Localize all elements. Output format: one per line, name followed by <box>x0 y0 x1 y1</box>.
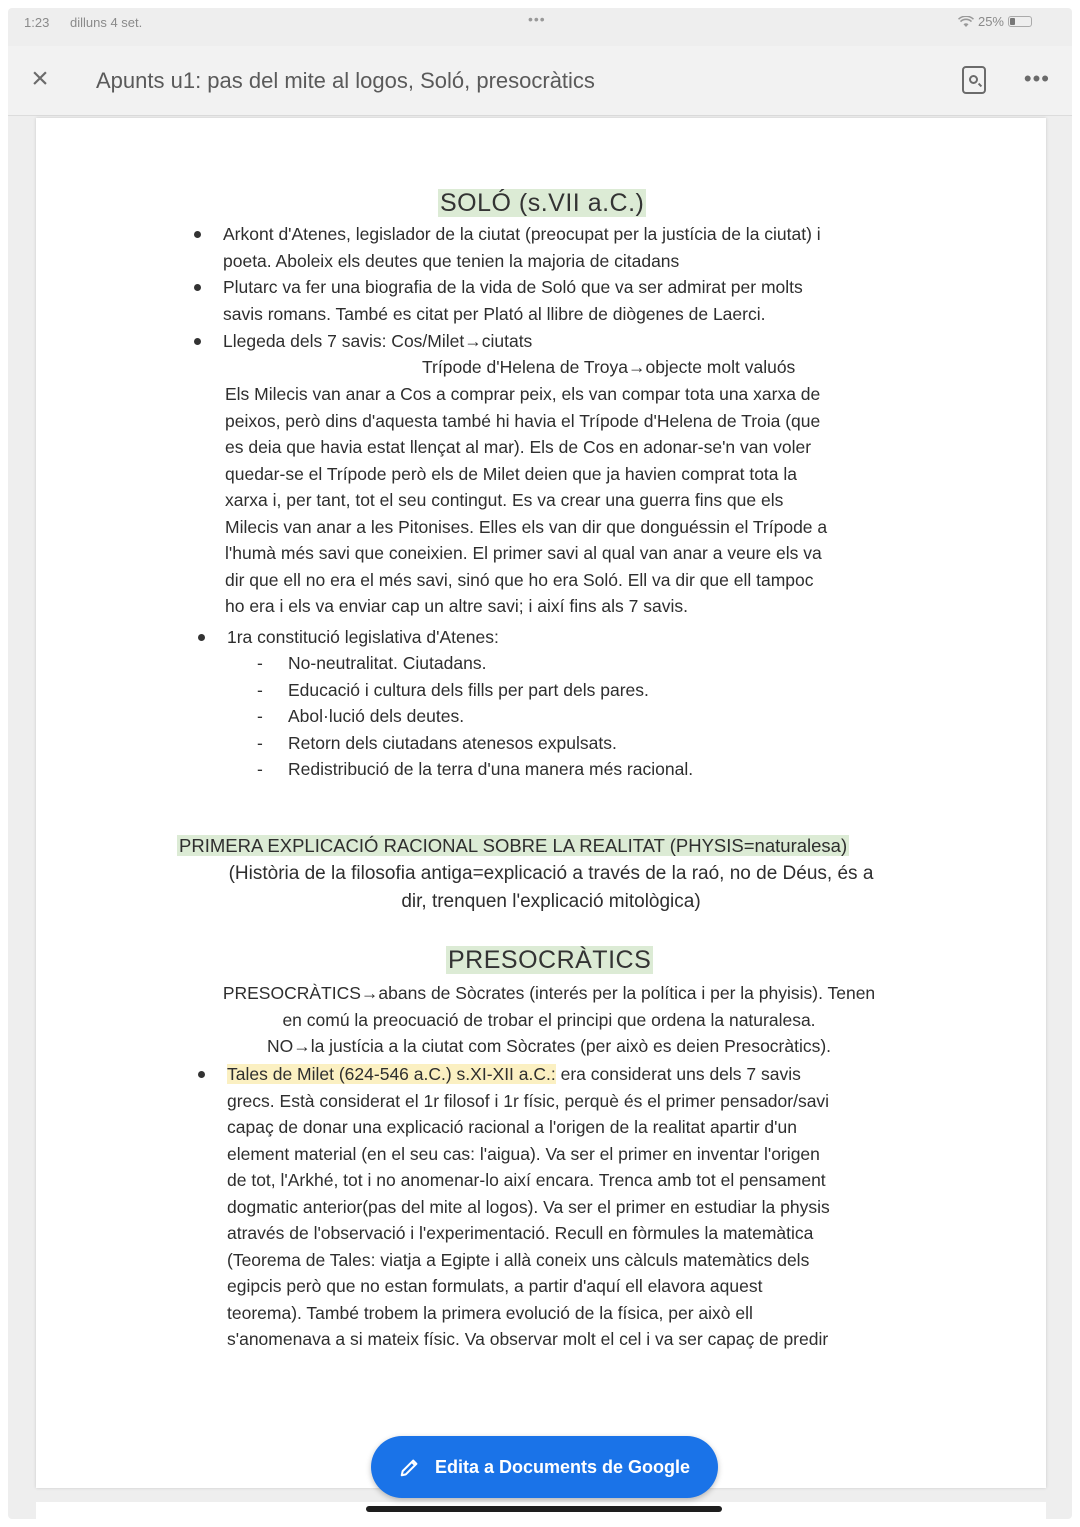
paragraph-line: peixos, però dins d'aquesta també hi havia el Trípode d'Helena de Troia (que <box>225 410 821 431</box>
more-horizontal-icon: ••• <box>1023 66 1050 91</box>
paragraph-line: Milecis van anar a les Pitonises. Elles els van dir que donguéssin el Trípode a <box>225 516 828 537</box>
legend-paragraph <box>225 381 965 620</box>
document-page[interactable] <box>36 118 1046 1488</box>
list-item <box>223 274 803 327</box>
bullet-line: 1ra constitució legislativa d'Atenes: <box>227 627 499 647</box>
battery-icon <box>1008 16 1032 27</box>
tales-highlight: Tales de Milet (624-546 a.C.) s.XI-XII a.C.: <box>227 1064 556 1084</box>
tales-line: de tot, l'Arkhé, tot i no anomenar-lo així encara. Trenca amb tot el pensament <box>227 1170 826 1190</box>
edit-in-google-docs-button[interactable] <box>371 1436 718 1498</box>
bullet-line <box>227 1061 947 1088</box>
bullet-line: savis romans. També es citat per Plató al llibre de diògenes de Laerci. <box>223 303 766 324</box>
status-date: dilluns 4 set. <box>70 15 143 30</box>
more-options-button[interactable] <box>1024 66 1050 92</box>
wifi-icon <box>958 16 974 28</box>
edit-button-label: Edita a Documents de Google <box>434 1456 691 1477</box>
presocratics-heading-text: PRESOCRÀTICS <box>448 946 652 974</box>
physis-text <box>156 860 946 916</box>
multitask-dots-icon[interactable]: ••• <box>528 11 546 27</box>
constitution-item: - No-neutralitat. Ciutadans. <box>257 650 693 677</box>
bullet-line: Arkont d'Atenes, legislador de la ciutat (preocupat per la justícia de la ciutat) i <box>223 224 821 244</box>
paragraph-line: es deia que havia estat llençat al mar). Els de Cos en adonar-se'n van voler <box>225 437 812 457</box>
tales-line: egipcis però que no estan formulats, a partir d'aquí ell elavora aquest <box>227 1276 763 1296</box>
tales-line: teorema). També trobem la primera evolució de la física, per això ell <box>227 1302 753 1323</box>
physis-line: (Història de la filosofia antiga=explicació a través de la raó, no de Déus, és a <box>228 863 874 884</box>
bullet-line: Plutarc va fer una biografia de la vida de Soló que va ser admirat per molts <box>223 277 803 297</box>
status-time: 1:23 <box>24 15 50 30</box>
presocratics-heading <box>446 947 653 974</box>
search-icon <box>969 75 978 84</box>
status-indicators <box>958 14 1032 29</box>
constitution-item: - Retorn dels ciutadans atenesos expulsats. <box>257 730 693 757</box>
battery-level <box>1010 18 1015 25</box>
constitution-list <box>257 650 693 783</box>
document-title: Apunts u1: pas del mite al logos, Soló, presocràtics <box>96 68 595 93</box>
find-in-document-button[interactable] <box>962 66 986 94</box>
paragraph-line: xarxa i, per tant, tot el seu contingut. Es va crear una guerra fins que els <box>225 490 784 510</box>
list-item-tales <box>227 1061 947 1353</box>
tales-line: através de l'observació i l'experimentació. Recull en fòrmules la matemàtica <box>227 1223 814 1243</box>
intro-line: NO→la justícia a la ciutat com Sòcrates (per això es deien Presocràtics). <box>266 1036 832 1056</box>
tales-line: capaç de donar una explicació racional a l'origen de la realitat apartir d'un <box>227 1117 797 1137</box>
paragraph-line: dir que ell no era el més savi, sinó que ho era Soló. Ell va dir que ell tampoc <box>225 569 814 590</box>
list-item <box>227 624 499 651</box>
battery-percent: 25% <box>977 14 1004 29</box>
tales-line: element material (en el seu cas: l'aigua). Va ser el primer en inventar l'origen <box>227 1143 820 1164</box>
paragraph-line: quedar-se el Trípode però els de Milet deien que ja havien comprat tota la <box>225 463 798 484</box>
bullet-line: Llegeda dels 7 savis: Cos/Milet→ciutats <box>223 331 533 351</box>
tales-paragraph <box>227 1088 947 1353</box>
constitution-item: - Abol·lució dels deutes. <box>257 703 693 730</box>
legend-subline: Trípode d'Helena de Troya→objecte molt valuós <box>422 357 796 377</box>
paragraph-line: ho era i els va enviar cap un altre savi; i així fins als 7 savis. <box>225 596 688 616</box>
paragraph-line: l'humà més savi que coneixien. El primer savi al qual van anar a veure els va <box>225 543 822 563</box>
physis-line: dir, trenquen l'explicació mitològica) <box>401 891 701 912</box>
list-item <box>223 328 532 355</box>
tales-line: grecs. Està considerat el 1r filosof i 1r físic, perquè és el primer pensador/savi <box>227 1090 830 1111</box>
bullet-line: poeta. Aboleix els deutes que tenien la majoria de citadans <box>223 250 680 271</box>
pencil-icon <box>399 1456 421 1478</box>
device-frame <box>8 8 1072 1519</box>
close-icon: × <box>31 62 49 95</box>
solo-heading-text: SOLÓ (s.VII a.C.) <box>440 189 645 217</box>
tales-line: dogmatic anterior(pas del mite al logos). Va ser el primer en estudiar la physis <box>227 1196 830 1217</box>
intro-line: en comú la preocuació de trobar el principi que ordena la naturalesa. <box>282 1009 816 1030</box>
status-bar <box>8 8 1072 38</box>
tales-line: s'anomenava a si mateix físic. Va observar molt el cel i va ser capaç de predir <box>227 1329 829 1349</box>
presocratics-intro <box>154 980 944 1060</box>
constitution-item: - Redistribució de la terra d'una manera més racional. <box>257 756 693 783</box>
list-item <box>223 221 821 274</box>
tales-line: (Teorema de Tales: viatja a Egipte i allà coneix uns càlculs matemàtics dels <box>227 1249 810 1270</box>
physis-heading-text: PRIMERA EXPLICACIÓ RACIONAL SOBRE LA REALITAT (PHYSIS=naturalesa) <box>179 835 848 856</box>
solo-heading <box>438 190 646 217</box>
app-bar <box>8 46 1072 116</box>
paragraph-line: Els Milecis van anar a Cos a comprar peix, els van compar tota una xarxa de <box>225 384 821 404</box>
home-indicator[interactable] <box>366 1506 722 1512</box>
constitution-item: - Educació i cultura dels fills per part dels pares. <box>257 677 693 704</box>
physis-heading <box>177 833 849 860</box>
close-button[interactable] <box>24 64 56 96</box>
tales-first-rest: era considerat uns dels 7 savis <box>555 1064 801 1084</box>
intro-line: PRESOCRÀTICS→abans de Sòcrates (interés per la política i per la phyisis). Tenen <box>222 983 876 1003</box>
